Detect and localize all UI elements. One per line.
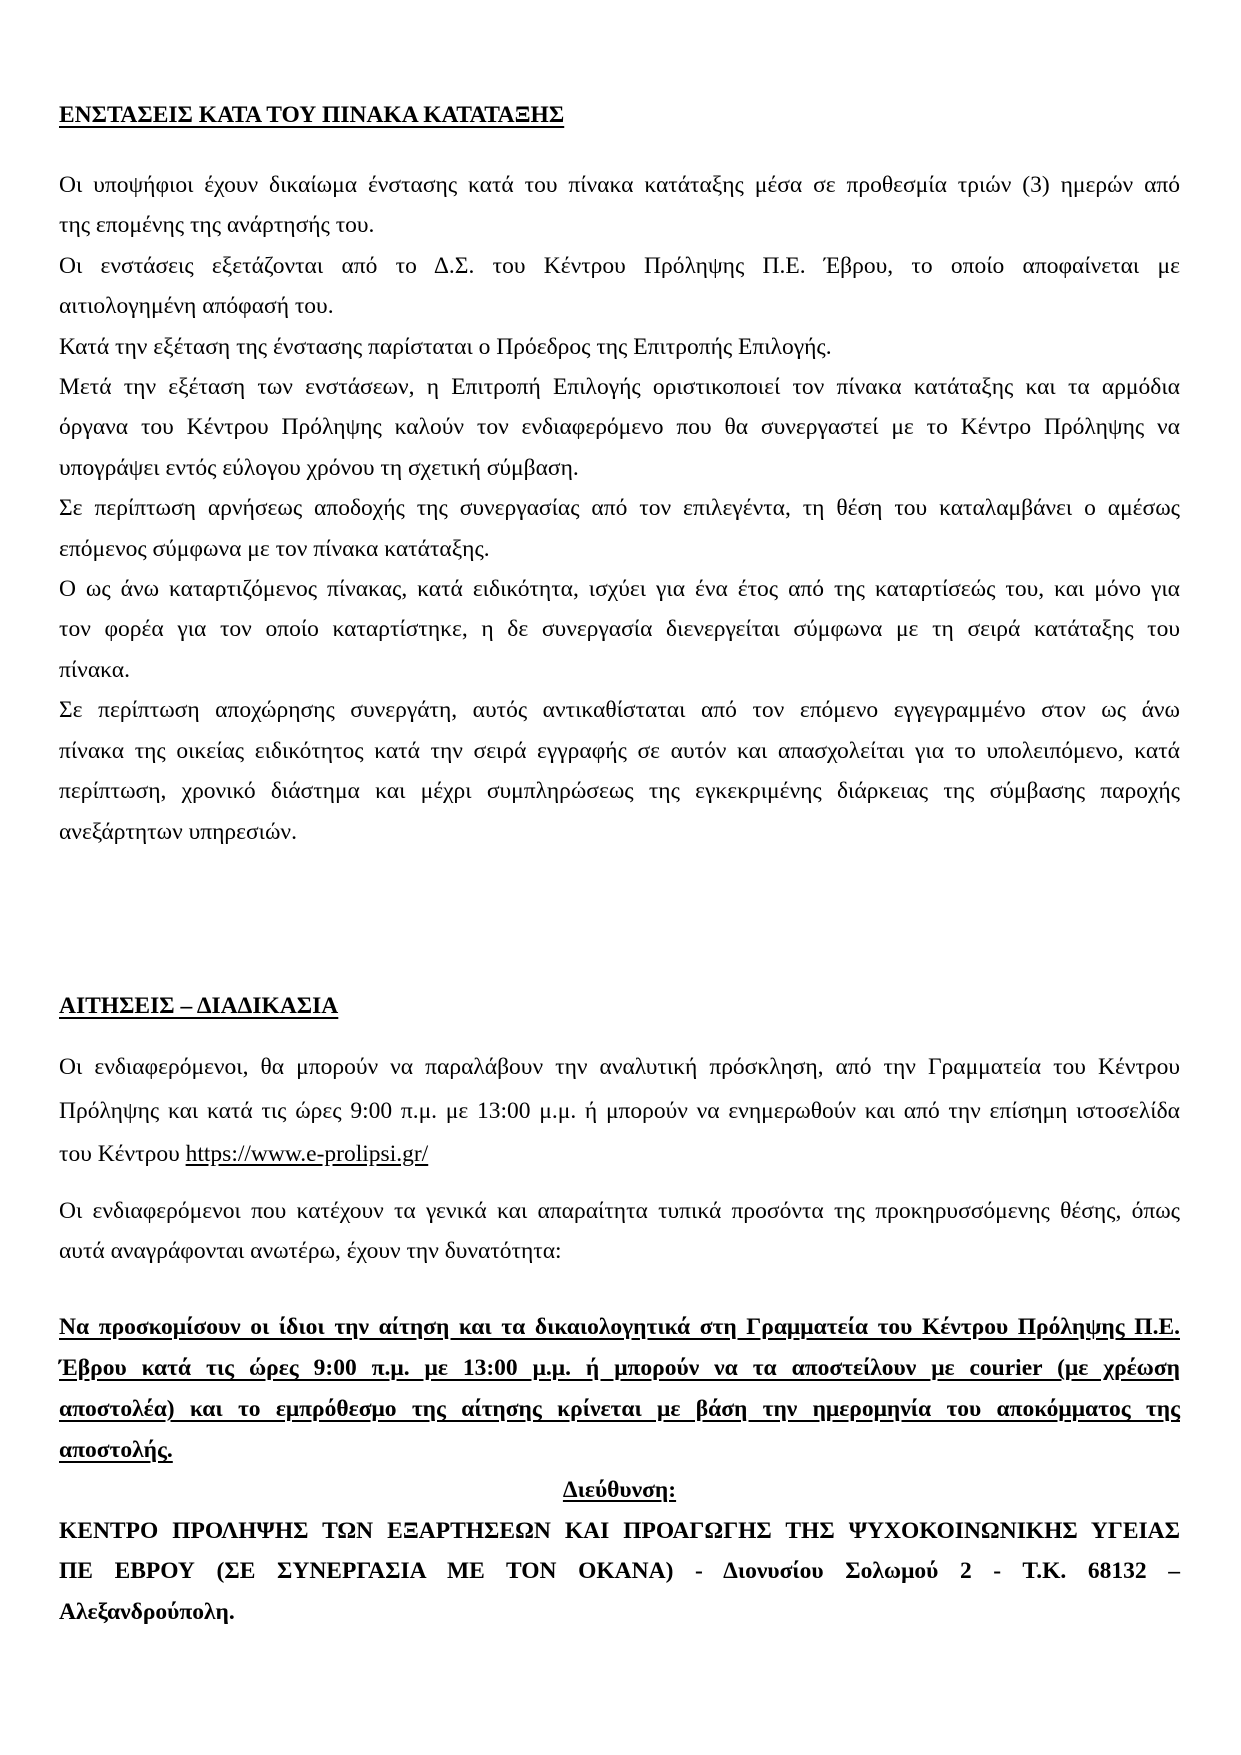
body-line: όργανα του Κέντρου Πρόληψης καλούν τον ενδιαφερόμενο που θα συνεργαστεί με το Κέντρο Πρόληψης να xyxy=(59,414,1180,441)
submission-instructions xyxy=(59,1307,1180,1471)
body-line: αιτιολογημένη απόφασή του. xyxy=(59,293,334,320)
body-line: Οι ενστάσεις εξετάζονται από το Δ.Σ. του Κέντρου Πρόληψης Π.Ε. Έβρου, το οποίο αποφαίνεται με xyxy=(59,252,1180,279)
emphasis-text: Να προσκομίσουν οι ίδιοι την αίτηση και τα δικαιολογητικά στη Γραμματεία του Κέντρου Πρόληψης Π.Ε. xyxy=(59,1314,1180,1340)
eligibility-paragraph xyxy=(59,1191,1180,1271)
body-line: Πρόληψης και κατά τις ώρες 9:00 π.μ. με 13:00 μ.μ. ή μπορούν να ενημερωθούν και από την επίσημη ιστοσελίδα xyxy=(59,1097,1180,1124)
body-line: πίνακα. xyxy=(59,656,130,683)
emphasis-text: αποστολής. xyxy=(59,1437,173,1463)
section-heading-objections: ΕΝΣΤΑΣΕΙΣ ΚΑΤΑ ΤΟΥ ΠΙΝΑΚΑ ΚΑΤΑΤΑΞΗΣ xyxy=(59,102,565,128)
body-line: Σε περίπτωση αρνήσεως αποδοχής της συνεργασίας από τον επιλεγέντα, τη θέση του καταλαμβάνει ο αμέσως xyxy=(59,495,1180,522)
emphasis-text: Έβρου κατά τις ώρες 9:00 π.μ. με 13:00 μ.μ. ή μπορούν να τα αποστείλουν με courier (με χρέωση xyxy=(59,1355,1180,1381)
address-line: ΚΕΝΤΡΟ ΠΡΟΛΗΨΗΣ ΤΩΝ ΕΞΑΡΤΗΣΕΩΝ ΚΑΙ ΠΡΟΑΓΩΓΗΣ ΤΗΣ ΨΥΧΟΚΟΙΝΩΝΙΚΗΣ ΥΓΕΙΑΣ xyxy=(59,1517,1180,1544)
emphasis-line xyxy=(59,1389,1180,1430)
body-line: Μετά την εξέταση των ενστάσεων, η Επιτροπή Επιλογής οριστικοποιεί τον πίνακα κατάταξης και τα αρμόδια xyxy=(59,374,1180,401)
objections-body xyxy=(59,165,1180,852)
address-label-line xyxy=(59,1470,1180,1511)
applications-info-paragraph xyxy=(59,1046,1180,1177)
body-line: Ο ως άνω καταρτιζόμενος πίνακας, κατά ειδικότητα, ισχύει για ένα έτος από της καταρτίσεώς του, και μόνο για xyxy=(59,576,1180,603)
address-block xyxy=(59,1470,1180,1633)
body-line xyxy=(59,1133,1180,1177)
body-line: Οι ενδιαφερόμενοι που κατέχουν τα γενικά και απαραίτητα τυπικά προσόντα της προκηρυσσόμενης θέσης, όπως xyxy=(59,1198,1180,1224)
body-text: του Κέντρου xyxy=(59,1141,186,1167)
website-link[interactable]: https://www.e-prolipsi.gr/ xyxy=(185,1141,429,1167)
body-line: Οι υποψήφιοι έχουν δικαίωμα ένστασης κατά του πίνακα κατάταξης μέσα σε προθεσμία τριών (3) ημερών από xyxy=(59,172,1180,198)
address-label: Διεύθυνση: xyxy=(562,1477,677,1503)
body-line: αυτά αναγράφονται ανωτέρω, έχουν την δυνατότητα: xyxy=(59,1238,562,1264)
body-line: Οι ενδιαφερόμενοι, θα μπορούν να παραλάβουν την αναλυτική πρόσκληση, από την Γραμματεία του Κέντρου xyxy=(59,1054,1180,1080)
body-line: επόμενος σύμφωνα με τον πίνακα κατάταξης. xyxy=(59,535,490,562)
body-line: περίπτωση, χρονικό διάστημα και μέχρι συμπληρώσεως της εγκεκριμένης διάρκειας της σύμβασης παροχής xyxy=(59,778,1180,805)
address-line: Αλεξανδρούπολη. xyxy=(59,1599,235,1626)
body-line: πίνακα της οικείας ειδικότητος κατά την σειρά εγγραφής σε αυτόν και απασχολείται για το υπολειπόμενο, κατά xyxy=(59,737,1180,764)
section-heading-applications: ΑΙΤΗΣΕΙΣ – ΔΙΑΔΙΚΑΣΙΑ xyxy=(59,993,339,1019)
emphasis-line xyxy=(59,1348,1180,1389)
body-line: τον φορέα για τον οποίο καταρτίστηκε, η δε συνεργασία διενεργείται σύμφωνα με τη σειρά κατάταξης του xyxy=(59,616,1180,643)
body-line: ανεξάρτητων υπηρεσιών. xyxy=(59,818,297,845)
emphasis-text: αποστολέα) και το εμπρόθεσμο της αίτησης κρίνεται με βάση την ημερομηνία του αποκόμματος της xyxy=(59,1396,1180,1422)
address-line: ΠΕ ΕΒΡΟΥ (ΣΕ ΣΥΝΕΡΓΑΣΙΑ ΜΕ ΤΟΝ ΟΚΑΝΑ) - Διονυσίου Σολωμού 2 - Τ.Κ. 68132 – xyxy=(59,1558,1180,1585)
body-line: υπογράψει εντός εύλογου χρόνου τη σχετική σύμβαση. xyxy=(59,454,579,481)
emphasis-line xyxy=(59,1430,1180,1471)
body-line: της επομένης της ανάρτησής του. xyxy=(59,212,375,239)
body-line: Σε περίπτωση αποχώρησης συνεργάτη, αυτός αντικαθίσταται από τον επόμενο εγγεγραμμένο στον ως άνω xyxy=(59,697,1180,724)
body-line: Κατά την εξέταση της ένστασης παρίσταται ο Πρόεδρος της Επιτροπής Επιλογής. xyxy=(59,333,832,360)
emphasis-line xyxy=(59,1307,1180,1348)
